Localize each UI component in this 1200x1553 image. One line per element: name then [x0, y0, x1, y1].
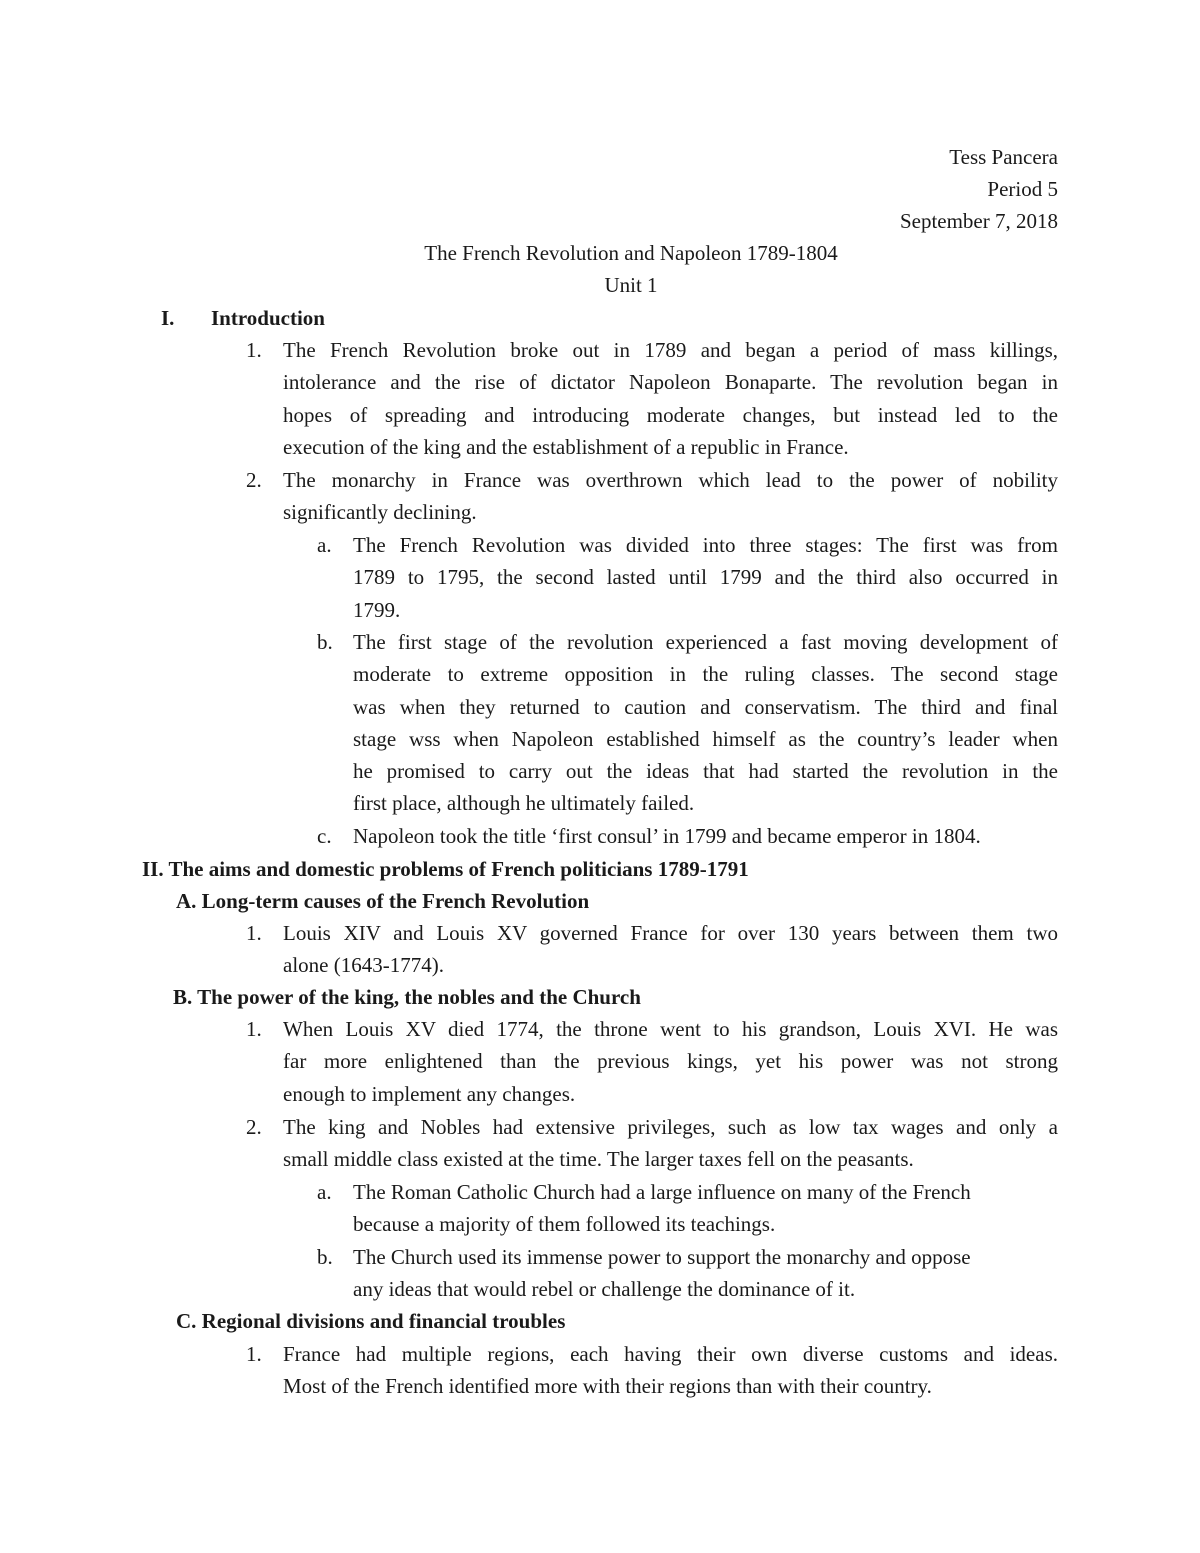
text-line: execution of the king and the establishment of a republic in France.	[283, 434, 849, 459]
subsection-heading: A. Long-term causes of the French Revolution	[176, 889, 590, 913]
list-marker: 2.	[246, 1115, 262, 1139]
sublist-item-text	[353, 1241, 1058, 1306]
text-line: The French Revolution was divided into three stages: The first was from	[353, 533, 1058, 557]
text-line: significantly declining.	[283, 500, 477, 525]
list-marker: 1.	[246, 338, 262, 362]
list-marker: 1.	[246, 1017, 262, 1041]
text-line: any ideas that would rebel or challenge the dominance of it.	[353, 1277, 856, 1302]
sublist-item-text	[353, 529, 1058, 626]
subsection-heading: C. Regional divisions and financial troubles	[176, 1309, 566, 1333]
sublist-marker: b.	[317, 630, 333, 654]
text-line: stage wss when Napoleon established himself as the country’s leader when	[353, 726, 1058, 751]
list-item-text	[283, 464, 1058, 529]
text-line: enough to implement any changes.	[283, 1081, 576, 1106]
text-line: 1789 to 1795, the second lasted until 1799 and the third also occurred in	[353, 565, 1058, 590]
text-line: France had multiple regions, each having their own diverse customs and ideas.	[283, 1342, 1058, 1366]
sublist-item-text	[353, 1176, 1058, 1241]
unit-label: Unit 1	[604, 273, 658, 297]
list-marker: 1.	[246, 921, 262, 945]
text-line: moderate to extreme opposition in the ruling classes. The second stage	[353, 662, 1058, 687]
sublist-item-text	[353, 820, 1058, 852]
text-line: hopes of spreading and introducing moderate changes, but instead led to the	[283, 402, 1058, 427]
section-marker: I.	[161, 306, 175, 330]
list-item-text	[283, 1111, 1058, 1176]
sublist-marker: b.	[317, 1245, 333, 1269]
text-line: The French Revolution broke out in 1789 and began a period of mass killings,	[283, 338, 1058, 362]
text-line: The Church used its immense power to support the monarchy and oppose	[353, 1245, 971, 1269]
text-line: was when they returned to caution and conservatism. The third and final	[353, 694, 1058, 719]
text-line: because a majority of them followed its teachings.	[353, 1212, 776, 1237]
subsection-heading: B. The power of the king, the nobles and the Church	[173, 985, 641, 1009]
author-name: Tess Pancera	[949, 145, 1058, 169]
text-line: The Roman Catholic Church had a large influence on many of the French	[353, 1180, 971, 1204]
text-line: he promised to carry out the ideas that had started the revolution in the	[353, 759, 1058, 784]
list-marker: 2.	[246, 468, 262, 492]
section-heading: Introduction	[211, 306, 325, 330]
text-line: first place, although he ultimately failed.	[353, 791, 695, 816]
document-date: September 7, 2018	[899, 209, 1058, 233]
sublist-item-text	[353, 626, 1058, 820]
text-line: small middle class existed at the time. The larger taxes fell on the peasants.	[283, 1147, 914, 1172]
text-line: far more enlightened than the previous kings, yet his power was not strong	[283, 1049, 1058, 1074]
sublist-marker: a.	[317, 1180, 332, 1204]
list-item-text	[283, 1338, 1058, 1403]
list-item-text	[283, 917, 1058, 982]
text-line: Napoleon took the title ‘first consul’ in 1799 and became emperor in 1804.	[353, 824, 981, 848]
text-line: The monarchy in France was overthrown which lead to the power of nobility	[283, 468, 1058, 492]
list-item-text	[283, 334, 1058, 463]
class-period: Period 5	[987, 177, 1058, 201]
text-line: Most of the French identified more with their regions than with their country.	[283, 1374, 932, 1399]
text-line: The king and Nobles had extensive privileges, such as low tax wages and only a	[283, 1115, 1058, 1139]
text-line: Louis XIV and Louis XV governed France for over 130 years between them two	[283, 921, 1058, 945]
text-line: When Louis XV died 1774, the throne went to his grandson, Louis XVI. He was	[283, 1017, 1058, 1041]
sublist-marker: a.	[317, 533, 332, 557]
text-line: 1799.	[353, 597, 401, 622]
text-line: alone (1643-1774).	[283, 953, 444, 978]
sublist-marker: c.	[317, 824, 332, 848]
text-line: The first stage of the revolution experienced a fast moving development of	[353, 630, 1058, 654]
list-item-text	[283, 1013, 1058, 1110]
list-marker: 1.	[246, 1342, 262, 1366]
section-heading: II. The aims and domestic problems of French politicians 1789-1791	[142, 857, 749, 881]
text-line: intolerance and the rise of dictator Napoleon Bonaparte. The revolution began in	[283, 370, 1058, 395]
document-title: The French Revolution and Napoleon 1789-1804	[424, 241, 838, 265]
